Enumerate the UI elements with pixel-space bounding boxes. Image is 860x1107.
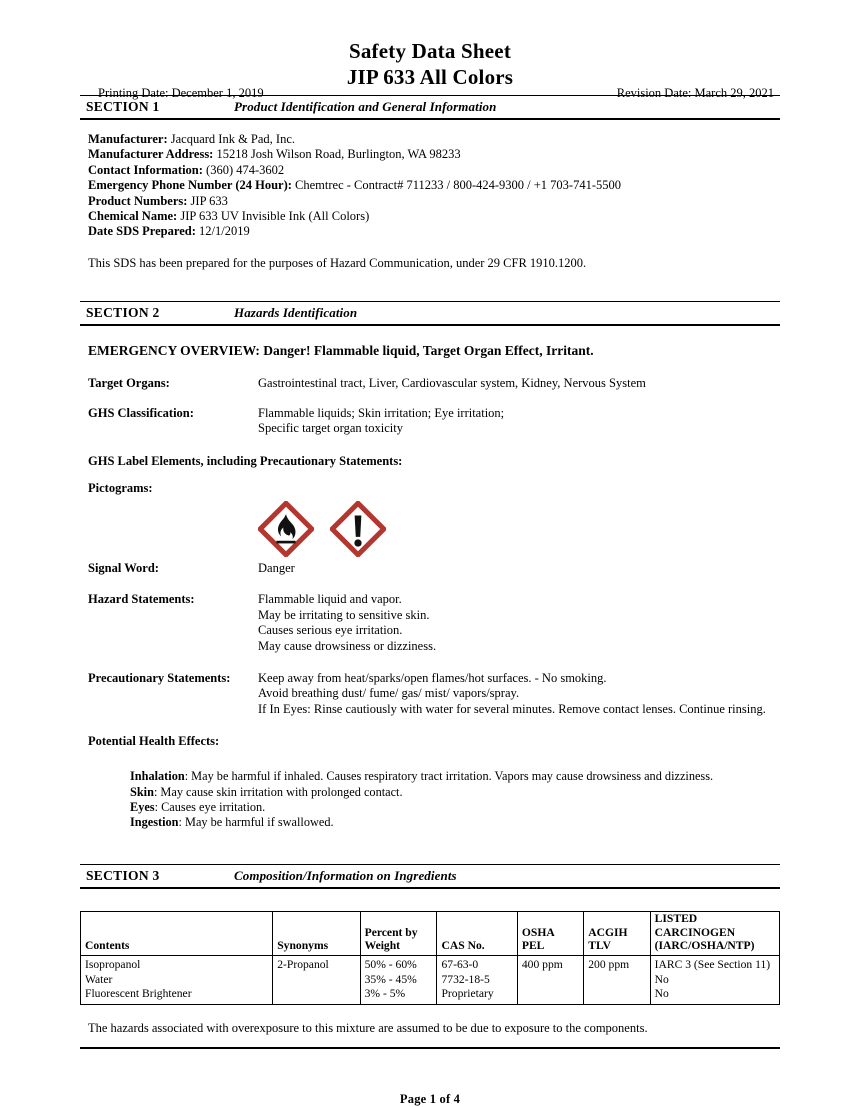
composition-closing-note: The hazards associated with overexposure to this mixture are assumed to be due to exposure to the components. <box>88 1020 648 1035</box>
cas-item: 67-63-0 <box>441 957 479 971</box>
manufacturer-address-value: 15218 Josh Wilson Road, Burlington, WA 98233 <box>213 147 461 162</box>
chemical-name-value: JIP 633 UV Invisible Ink (All Colors) <box>177 209 370 224</box>
table-header-row <box>81 912 780 956</box>
section-2-header <box>80 301 780 326</box>
acgih-item: 200 ppm <box>588 957 630 971</box>
health-effect-label: Skin <box>130 784 154 799</box>
contact-information-value: (360) 474-3602 <box>202 162 285 177</box>
health-effect-item <box>130 769 780 784</box>
synonyms-item: 2-Propanol <box>277 957 329 971</box>
manufacturer-value: Jacquard Ink & Pad, Inc. <box>167 132 296 146</box>
revision-date: Revision Date: March 29, 2021 <box>616 86 774 100</box>
signal-word-row <box>80 561 780 577</box>
health-effect-label: Inhalation <box>130 769 185 784</box>
section-1-body <box>80 132 780 271</box>
health-effect-value: : May be harmful if swallowed. <box>178 814 334 829</box>
target-organs-label: Target Organs: <box>88 376 170 391</box>
manufacturer-line <box>88 132 780 147</box>
health-effects-list <box>80 769 780 830</box>
hazard-statement-item: Flammable liquid and vapor. <box>258 592 402 607</box>
section-1-name: Product Identification and General Information <box>234 99 497 114</box>
flame-pictogram <box>258 501 314 557</box>
manufacturer-label: Manufacturer: <box>88 132 168 146</box>
cell-acgih <box>584 955 650 1004</box>
cas-header-text: CAS No. <box>441 939 485 953</box>
health-effect-item <box>130 785 780 800</box>
date-sds-prepared-value: 12/1/2019 <box>195 224 250 239</box>
ghs-classification-value <box>258 406 504 437</box>
contents-item: Isopropanol <box>85 957 141 971</box>
product-numbers-value: JIP 633 <box>187 193 228 208</box>
column-header-osha-pel <box>517 912 583 956</box>
emergency-phone-value: Chemtrec - Contract# 711233 / 800-424-9300 / +1 703-741-5500 <box>291 178 622 193</box>
product-numbers-label: Product Numbers: <box>88 193 188 208</box>
signal-word-value <box>258 561 295 577</box>
percent-header-line-2: Weight <box>364 939 401 953</box>
precautionary-statements-value <box>258 671 766 718</box>
target-organs-row <box>80 376 780 392</box>
hazard-communication-note: This SDS has been prepared for the purposes of Hazard Communication, under 29 CFR 1910.1200. <box>88 255 587 270</box>
signal-word-text: Danger <box>258 560 295 575</box>
exclamation-pictogram <box>330 501 386 557</box>
health-effect-label: Ingestion <box>130 814 179 829</box>
emergency-phone-line <box>88 178 780 193</box>
document-header <box>80 0 780 100</box>
contact-information-line <box>88 163 780 178</box>
pictograms-label: Pictograms: <box>88 481 153 496</box>
contact-information-label: Contact Information: <box>88 162 203 177</box>
percent-item: 50% - 60% <box>364 957 417 971</box>
health-effect-item <box>130 800 780 815</box>
column-header-percent-by-weight <box>360 912 437 956</box>
emergency-phone-label: Emergency Phone Number (24 Hour): <box>88 178 292 193</box>
ghs-classification-line-2: Specific target organ toxicity <box>258 421 403 436</box>
potential-health-effects-heading: Potential Health Effects: <box>88 734 220 749</box>
precautionary-statements-label: Precautionary Statements: <box>88 670 231 685</box>
manufacturer-address-line <box>88 147 780 162</box>
pictograms-container <box>80 497 780 561</box>
composition-table <box>80 911 780 1005</box>
percent-header-line-1: Percent by <box>364 925 418 939</box>
percent-item: 3% - 5% <box>364 987 406 1001</box>
precautionary-statements-row <box>80 671 780 718</box>
health-effect-value: : May cause skin irritation with prolonged contact. <box>153 784 403 799</box>
acgih-header-line-1: ACGIH <box>588 925 628 939</box>
osha-item: 400 ppm <box>521 957 563 971</box>
column-header-contents <box>81 912 273 956</box>
contents-header-text: Contents <box>85 939 130 953</box>
hazard-statements-row <box>80 592 780 654</box>
hazard-statements-value <box>258 592 436 654</box>
hazard-statement-item: May be irritating to sensitive skin. <box>258 607 430 622</box>
hazard-statement-item: May cause drowsiness or dizziness. <box>258 639 437 653</box>
percent-item: 35% - 45% <box>364 972 417 986</box>
section-2-name: Hazards Identification <box>234 305 358 321</box>
section-3-header <box>80 864 780 889</box>
section-3-name: Composition/Information on Ingredients <box>234 868 457 884</box>
hazard-statements-label: Hazard Statements: <box>88 592 195 607</box>
contents-item: Fluorescent Brightener <box>85 987 192 1001</box>
carcinogen-item: No <box>654 987 669 1001</box>
printing-date: Printing Date: December 1, 2019 <box>98 86 264 100</box>
cell-synonyms <box>273 955 360 1004</box>
carcinogen-item: No <box>654 972 669 986</box>
section-1-number: SECTION 1 <box>86 99 160 114</box>
section-2-number: SECTION 2 <box>86 305 160 321</box>
chemical-name-line <box>88 209 780 224</box>
health-effect-item <box>130 815 780 830</box>
hazard-statement-item: Causes serious eye irritation. <box>258 623 403 638</box>
target-organs-text: Gastrointestinal tract, Liver, Cardiovascular system, Kidney, Nervous System <box>258 376 646 391</box>
chemical-name-label: Chemical Name: <box>88 209 178 224</box>
manufacturer-address-label: Manufacturer Address: <box>88 147 214 162</box>
pictograms-row-label <box>80 481 780 497</box>
carcinogen-header-line-2: (IARC/OSHA/NTP) <box>654 939 755 953</box>
product-numbers-line <box>88 194 780 209</box>
target-organs-value <box>258 376 646 392</box>
precautionary-statement-item: If In Eyes: Rinse cautiously with water for several minutes. Remove contact lenses. Continue rinsing. <box>258 701 766 716</box>
column-header-cas-no <box>437 912 517 956</box>
health-effect-value: : May be harmful if inhaled. Causes respiratory tract irritation. Vapors may cause drowsiness and dizziness. <box>184 769 714 784</box>
contents-item: Water <box>85 972 113 986</box>
emergency-overview: EMERGENCY OVERVIEW: Danger! Flammable liquid, Target Organ Effect, Irritant. <box>88 343 594 359</box>
date-sds-prepared-label: Date SDS Prepared: <box>88 224 196 239</box>
cell-carcinogen <box>650 955 779 1004</box>
cas-item: 7732-18-5 <box>441 972 490 986</box>
carcinogen-header-line-1: LISTED CARCINOGEN <box>654 912 736 939</box>
precautionary-statement-item: Keep away from heat/sparks/open flames/hot surfaces. - No smoking. <box>258 670 607 685</box>
page-number-footer: Page 1 of 4 <box>399 1091 461 1106</box>
date-sds-prepared-line <box>88 224 780 239</box>
precautionary-statement-item: Avoid breathing dust/ fume/ gas/ mist/ vapors/spray. <box>258 686 520 701</box>
health-effect-label: Eyes <box>130 799 155 814</box>
footer-divider <box>80 1047 780 1049</box>
table-row <box>81 955 780 1004</box>
column-header-acgih-tlv <box>584 912 650 956</box>
page-title: Safety Data Sheet <box>348 39 512 63</box>
column-header-listed-carcinogen <box>650 912 779 956</box>
cell-osha <box>517 955 583 1004</box>
acgih-header-line-2: TLV <box>588 939 612 953</box>
column-header-synonyms <box>273 912 360 956</box>
cell-percent <box>360 955 437 1004</box>
synonyms-header-text: Synonyms <box>277 939 329 953</box>
ghs-label-elements-heading: GHS Label Elements, including Precautionary Statements: <box>88 454 403 469</box>
cell-contents <box>81 955 273 1004</box>
cell-cas <box>437 955 517 1004</box>
ghs-classification-line-1: Flammable liquids; Skin irritation; Eye irritation; <box>258 405 505 420</box>
cas-item: Proprietary <box>441 987 494 1001</box>
ghs-classification-row <box>80 406 780 437</box>
carcinogen-item: IARC 3 (See Section 11) <box>654 957 771 971</box>
ghs-classification-label: GHS Classification: <box>88 405 194 420</box>
section-3-number: SECTION 3 <box>86 868 160 884</box>
page-subtitle: JIP 633 All Colors <box>346 65 514 89</box>
signal-word-label: Signal Word: <box>88 560 159 575</box>
osha-header-line-2: PEL <box>521 939 545 953</box>
osha-header-line-1: OSHA <box>521 925 555 939</box>
health-effect-value: : Causes eye irritation. <box>154 799 266 814</box>
